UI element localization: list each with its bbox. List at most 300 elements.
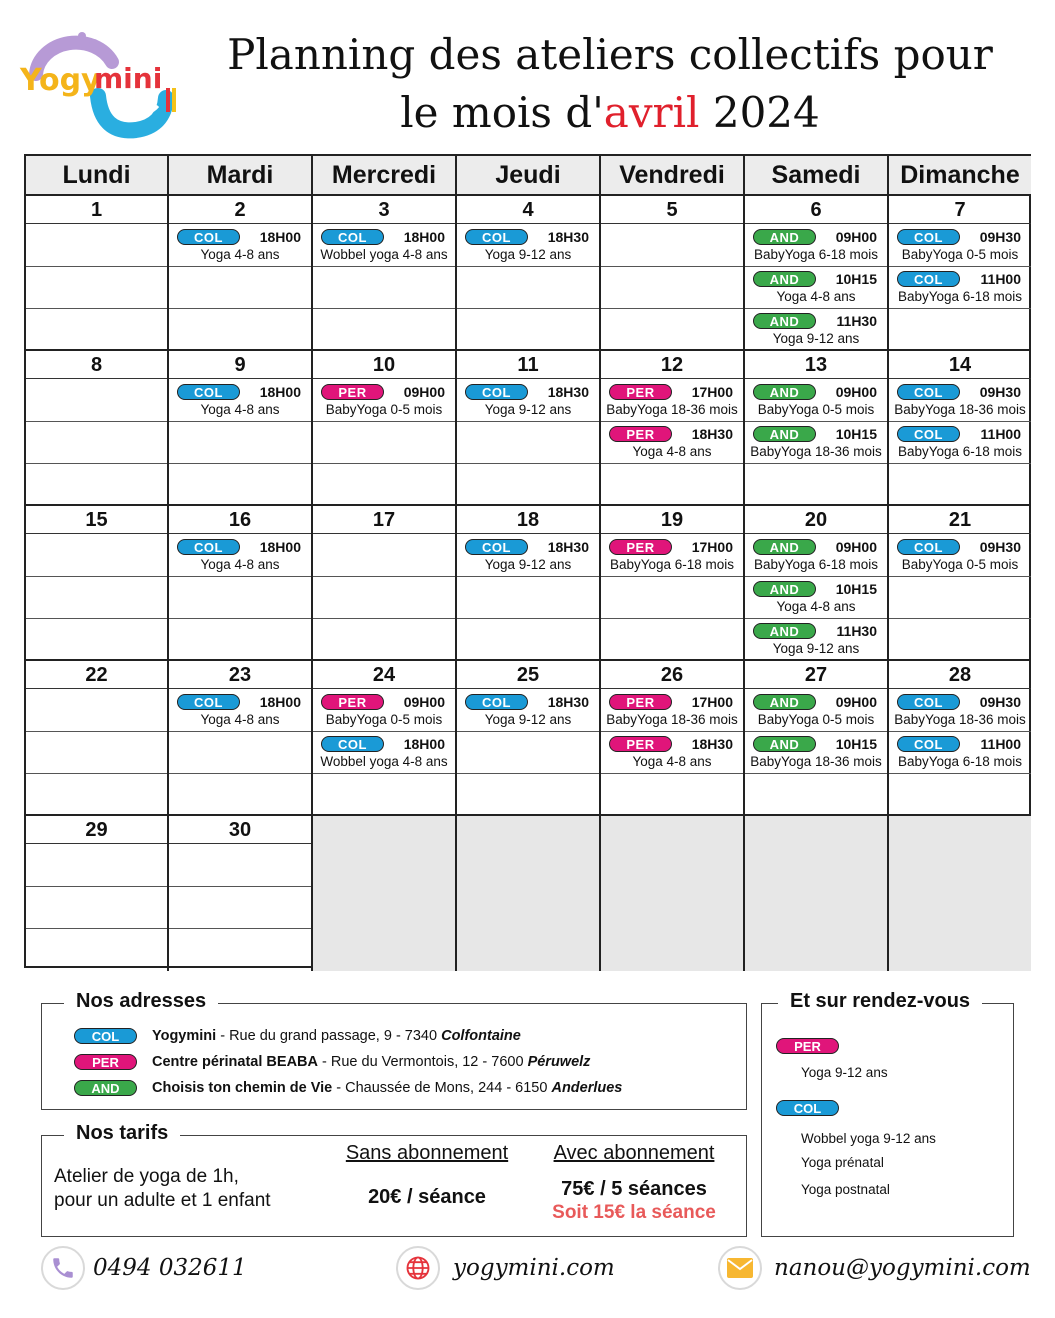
tariff-description-line-2: pour un adulte et 1 enfant (54, 1190, 271, 1211)
slot-divider (26, 576, 167, 577)
workshop-event (889, 421, 1031, 463)
event-label: BabyYoga 6-18 mois (609, 557, 735, 572)
event-label: BabyYoga 18-36 mois (750, 754, 882, 769)
slot-divider (313, 773, 455, 774)
location-badge-col: COL (897, 694, 960, 710)
appointment-box (761, 990, 1014, 1237)
event-label: Yoga 4-8 ans (776, 289, 856, 304)
day-cell-5 (601, 196, 745, 351)
svg-text:mini: mini (94, 62, 163, 95)
location-badge-and: AND (753, 623, 816, 639)
slot-divider (169, 576, 311, 577)
workshop-event (745, 618, 887, 660)
workshop-event (313, 379, 455, 421)
empty-day-cell (745, 816, 889, 971)
location-badge-and: AND (753, 581, 816, 597)
address-text (152, 1026, 521, 1046)
slot-divider (169, 421, 311, 422)
location-badge-per: PER (609, 539, 672, 555)
monthly-calendar (24, 154, 1031, 968)
workshop-event (457, 379, 599, 421)
event-label: Yoga 4-8 ans (776, 599, 856, 614)
title-prefix: le mois d' (400, 88, 604, 137)
event-time: 11H30 (836, 313, 877, 329)
event-label: Yoga 4-8 ans (200, 247, 280, 262)
event-label: BabyYoga 6-18 mois (897, 444, 1023, 459)
phone-icon (41, 1246, 85, 1290)
event-label: Yoga 9-12 ans (484, 557, 572, 572)
event-label: BabyYoga 0-5 mois (325, 402, 443, 417)
slot-divider (313, 463, 455, 464)
event-label: BabyYoga 18-36 mois (750, 444, 882, 459)
page-title (180, 26, 1040, 142)
location-badge-col: COL (465, 384, 528, 400)
tariff-subscription-note: Soit 15€ la séance (552, 1202, 716, 1223)
event-label: BabyYoga 0-5 mois (757, 402, 875, 417)
empty-day-cell (889, 816, 1031, 971)
workshop-event (745, 689, 887, 731)
phone-number[interactable]: 0494 032611 (93, 1255, 247, 1281)
slot-divider (745, 773, 887, 774)
slot-divider (601, 463, 743, 464)
event-label: Yoga 4-8 ans (632, 444, 712, 459)
tariffs-box (41, 1122, 747, 1237)
day-cell-15 (26, 506, 169, 661)
slot-divider (601, 308, 743, 309)
title-line-1: Planning des ateliers collectifs pour (227, 30, 993, 79)
day-number: 10 (313, 351, 455, 379)
location-badge-col: COL (897, 271, 960, 287)
slot-divider (169, 618, 311, 619)
location-badge-and: AND (753, 694, 816, 710)
location-badge-and: AND (74, 1080, 137, 1096)
slot-divider (889, 576, 1031, 577)
slot-divider (313, 576, 455, 577)
day-number: 20 (745, 506, 887, 534)
event-time: 09H00 (835, 539, 877, 555)
event-label: BabyYoga 6-18 mois (753, 557, 879, 572)
tariffs-title: Nos tarifs (64, 1122, 180, 1145)
day-number: 4 (457, 196, 599, 224)
event-label: BabyYoga 18-36 mois (606, 402, 738, 417)
slot-divider (26, 421, 167, 422)
day-number: 2 (169, 196, 311, 224)
slot-divider (26, 928, 167, 929)
day-header-mercredi: Mercredi (313, 156, 457, 196)
event-time: 18H30 (691, 736, 733, 752)
mail-icon (718, 1246, 762, 1290)
slot-divider (601, 576, 743, 577)
event-label: BabyYoga 0-5 mois (901, 247, 1019, 262)
event-time: 18H00 (403, 229, 445, 245)
event-time: 18H30 (691, 426, 733, 442)
location-badge-col: COL (465, 694, 528, 710)
website-link[interactable]: yogymini.com (453, 1255, 615, 1281)
day-cell-10 (313, 351, 457, 506)
event-time: 09H00 (835, 694, 877, 710)
addresses-title: Nos adresses (64, 990, 218, 1013)
slot-divider (313, 618, 455, 619)
event-time: 09H00 (835, 229, 877, 245)
slot-divider (601, 266, 743, 267)
day-cell-8 (26, 351, 169, 506)
day-number: 5 (601, 196, 743, 224)
appointment-title: Et sur rendez-vous (778, 990, 982, 1013)
event-time: 18H00 (259, 539, 301, 555)
slot-divider (26, 308, 167, 309)
slot-divider (745, 463, 887, 464)
email-link[interactable]: nanou@yogymini.com (774, 1255, 1031, 1281)
slot-divider (457, 308, 599, 309)
slot-divider (889, 308, 1031, 309)
workshop-event (745, 379, 887, 421)
day-cell-13 (745, 351, 889, 506)
location-badge-and: AND (753, 313, 816, 329)
location-badge-col: COL (177, 539, 240, 555)
location-badge-col: COL (177, 384, 240, 400)
slot-divider (26, 266, 167, 267)
slot-divider (26, 463, 167, 464)
slot-divider (457, 773, 599, 774)
day-number: 29 (26, 816, 167, 844)
slot-divider (26, 618, 167, 619)
address-text (152, 1052, 590, 1072)
appointment-item: Wobbel yoga 9-12 ans (801, 1131, 936, 1146)
day-number: 19 (601, 506, 743, 534)
day-cell-19 (601, 506, 745, 661)
day-cell-3 (313, 196, 457, 351)
day-number: 9 (169, 351, 311, 379)
event-label: Wobbel yoga 4-8 ans (320, 754, 448, 769)
day-number: 22 (26, 661, 167, 689)
workshop-event (313, 731, 455, 773)
day-number: 24 (313, 661, 455, 689)
workshop-event (601, 379, 743, 421)
location-badge-col: COL (321, 229, 384, 245)
slot-divider (457, 731, 599, 732)
day-cell-12 (601, 351, 745, 506)
appointment-item: Yoga prénatal (801, 1155, 884, 1170)
workshop-event (889, 689, 1031, 731)
event-time: 09H00 (835, 384, 877, 400)
workshop-event (313, 689, 455, 731)
location-badge-per: PER (74, 1054, 137, 1070)
day-cell-1 (26, 196, 169, 351)
event-label: Yoga 9-12 ans (772, 331, 860, 346)
event-time: 18H30 (547, 694, 589, 710)
location-badge-col: COL (177, 694, 240, 710)
day-number: 7 (889, 196, 1031, 224)
event-time: 10H15 (835, 581, 877, 597)
location-badge-per: PER (776, 1038, 839, 1054)
event-label: Yoga 9-12 ans (484, 402, 572, 417)
day-number: 12 (601, 351, 743, 379)
event-label: Yoga 4-8 ans (632, 754, 712, 769)
event-label: Yoga 4-8 ans (200, 402, 280, 417)
workshop-event (601, 421, 743, 463)
event-label: BabyYoga 0-5 mois (325, 712, 443, 727)
day-number: 30 (169, 816, 311, 844)
address-city: Anderlues (551, 1080, 623, 1096)
slot-divider (889, 773, 1031, 774)
day-cell-29 (26, 816, 169, 971)
slot-divider (169, 773, 311, 774)
event-time: 18H00 (259, 694, 301, 710)
tariff-description-line-1: Atelier de yoga de 1h, (54, 1166, 239, 1187)
address-street: - Rue du Vermontois, 12 - 7600 (317, 1054, 528, 1070)
slot-divider (457, 576, 599, 577)
slot-divider (313, 266, 455, 267)
location-badge-and: AND (753, 229, 816, 245)
appointment-item: Yoga postnatal (801, 1182, 890, 1197)
day-header-mardi: Mardi (169, 156, 313, 196)
day-number: 21 (889, 506, 1031, 534)
day-cell-17 (313, 506, 457, 661)
event-label: Yoga 4-8 ans (200, 712, 280, 727)
event-time: 09H00 (403, 694, 445, 710)
title-year: 2024 (699, 88, 820, 137)
day-cell-23 (169, 661, 313, 816)
event-time: 11H00 (980, 271, 1021, 287)
event-time: 11H00 (980, 426, 1021, 442)
slot-divider (889, 618, 1031, 619)
location-badge-per: PER (609, 694, 672, 710)
location-badge-and: AND (753, 539, 816, 555)
event-time: 10H15 (835, 271, 877, 287)
day-number: 23 (169, 661, 311, 689)
workshop-event (745, 731, 887, 773)
location-badge-col: COL (321, 736, 384, 752)
event-time: 11H30 (836, 623, 877, 639)
day-header-samedi: Samedi (745, 156, 889, 196)
workshop-event (313, 224, 455, 266)
workshop-event (169, 689, 311, 731)
event-label: BabyYoga 18-36 mois (894, 402, 1026, 417)
location-badge-and: AND (753, 384, 816, 400)
location-badge-and: AND (753, 426, 816, 442)
workshop-event (745, 421, 887, 463)
tariff-no-subscription-heading: Sans abonnement (345, 1142, 509, 1164)
location-badge-col: COL (465, 539, 528, 555)
day-cell-28 (889, 661, 1031, 816)
slot-divider (313, 308, 455, 309)
address-name: Yogymini (152, 1028, 217, 1044)
title-month: avril (603, 88, 700, 137)
day-cell-25 (457, 661, 601, 816)
event-label: BabyYoga 6-18 mois (897, 289, 1023, 304)
address-name: Centre périnatal BEABA (152, 1054, 318, 1070)
slot-divider (26, 731, 167, 732)
day-number: 25 (457, 661, 599, 689)
day-cell-11 (457, 351, 601, 506)
workshop-event (889, 224, 1031, 266)
workshop-event (889, 731, 1031, 773)
day-cell-18 (457, 506, 601, 661)
event-time: 18H30 (547, 384, 589, 400)
day-number: 17 (313, 506, 455, 534)
event-time: 17H00 (691, 384, 733, 400)
day-cell-24 (313, 661, 457, 816)
day-number: 27 (745, 661, 887, 689)
event-time: 10H15 (835, 426, 877, 442)
address-city: Péruwelz (527, 1054, 591, 1070)
day-cell-7 (889, 196, 1031, 351)
event-time: 18H30 (547, 539, 589, 555)
day-number: 15 (26, 506, 167, 534)
location-badge-per: PER (321, 384, 384, 400)
location-badge-col: COL (897, 384, 960, 400)
location-badge-col: COL (897, 229, 960, 245)
slot-divider (169, 266, 311, 267)
workshop-event (745, 576, 887, 618)
event-time: 09H30 (979, 694, 1021, 710)
location-badge-col: COL (897, 736, 960, 752)
event-time: 18H00 (259, 384, 301, 400)
event-time: 17H00 (691, 539, 733, 555)
workshop-event (169, 379, 311, 421)
slot-divider (26, 886, 167, 887)
workshop-event (169, 534, 311, 576)
day-cell-6 (745, 196, 889, 351)
location-badge-per: PER (321, 694, 384, 710)
slot-divider (889, 463, 1031, 464)
event-label: BabyYoga 0-5 mois (757, 712, 875, 727)
workshop-event (457, 534, 599, 576)
slot-divider (26, 773, 167, 774)
location-badge-col: COL (897, 539, 960, 555)
location-badge-col: COL (465, 229, 528, 245)
empty-day-cell (457, 816, 601, 971)
day-number: 28 (889, 661, 1031, 689)
workshop-event (745, 224, 887, 266)
event-time: 17H00 (691, 694, 733, 710)
workshop-event (889, 266, 1031, 308)
workshop-event (457, 689, 599, 731)
day-header-dimanche: Dimanche (889, 156, 1031, 196)
address-text (152, 1078, 622, 1098)
day-number: 8 (26, 351, 167, 379)
slot-divider (169, 308, 311, 309)
empty-day-cell (313, 816, 457, 971)
day-cell-30 (169, 816, 313, 971)
day-cell-16 (169, 506, 313, 661)
event-label: BabyYoga 18-36 mois (894, 712, 1026, 727)
day-number: 13 (745, 351, 887, 379)
event-time: 18H00 (403, 736, 445, 752)
globe-icon (396, 1246, 440, 1290)
day-number: 11 (457, 351, 599, 379)
event-label: Wobbel yoga 4-8 ans (320, 247, 448, 262)
location-badge-per: PER (609, 384, 672, 400)
location-badge-and: AND (753, 736, 816, 752)
slot-divider (169, 731, 311, 732)
empty-day-cell (601, 816, 745, 971)
workshop-event (169, 224, 311, 266)
slot-divider (457, 266, 599, 267)
address-name: Choisis ton chemin de Vie (152, 1080, 333, 1096)
workshop-event (889, 379, 1031, 421)
address-street: - Chaussée de Mons, 244 - 6150 (332, 1080, 552, 1096)
tariff-subscription-price: 75€ / 5 séances (561, 1178, 707, 1200)
day-header-lundi: Lundi (26, 156, 169, 196)
day-cell-27 (745, 661, 889, 816)
event-time: 09H30 (979, 539, 1021, 555)
event-time: 11H00 (980, 736, 1021, 752)
workshop-event (457, 224, 599, 266)
day-cell-21 (889, 506, 1031, 661)
slot-divider (601, 773, 743, 774)
slot-divider (169, 463, 311, 464)
addresses-box (41, 990, 747, 1110)
title-line-2 (180, 84, 1040, 142)
event-label: BabyYoga 6-18 mois (753, 247, 879, 262)
workshop-event (745, 266, 887, 308)
slot-divider (457, 421, 599, 422)
event-label: Yoga 9-12 ans (484, 247, 572, 262)
location-badge-col: COL (776, 1100, 839, 1116)
address-street: - Rue du grand passage, 9 - 7340 (216, 1028, 442, 1044)
day-number: 14 (889, 351, 1031, 379)
day-number: 18 (457, 506, 599, 534)
appointment-item: Yoga 9-12 ans (801, 1065, 888, 1080)
event-label: Yoga 9-12 ans (772, 641, 860, 656)
day-number: 3 (313, 196, 455, 224)
tariff-subscription-heading: Avec abonnement (553, 1142, 715, 1164)
day-cell-2 (169, 196, 313, 351)
tariff-no-subscription-price: 20€ / séance (368, 1186, 486, 1208)
event-time: 09H00 (403, 384, 445, 400)
event-label: Yoga 4-8 ans (200, 557, 280, 572)
address-city: Colfontaine (441, 1028, 521, 1044)
location-badge-col: COL (74, 1028, 137, 1044)
workshop-event (745, 534, 887, 576)
day-cell-9 (169, 351, 313, 506)
slot-divider (457, 463, 599, 464)
day-header-vendredi: Vendredi (601, 156, 745, 196)
slot-divider (601, 618, 743, 619)
event-time: 10H15 (835, 736, 877, 752)
day-cell-4 (457, 196, 601, 351)
location-badge-per: PER (609, 426, 672, 442)
day-header-jeudi: Jeudi (457, 156, 601, 196)
workshop-event (889, 534, 1031, 576)
workshop-event (601, 731, 743, 773)
event-time: 18H00 (259, 229, 301, 245)
location-badge-and: AND (753, 271, 816, 287)
day-number: 16 (169, 506, 311, 534)
location-badge-col: COL (897, 426, 960, 442)
workshop-event (601, 534, 743, 576)
yogymini-logo (18, 22, 178, 142)
event-label: Yoga 9-12 ans (484, 712, 572, 727)
day-number: 6 (745, 196, 887, 224)
event-time: 09H30 (979, 229, 1021, 245)
day-cell-14 (889, 351, 1031, 506)
event-time: 18H30 (547, 229, 589, 245)
day-cell-22 (26, 661, 169, 816)
workshop-event (745, 308, 887, 350)
slot-divider (169, 928, 311, 929)
day-number: 1 (26, 196, 167, 224)
event-label: BabyYoga 18-36 mois (606, 712, 738, 727)
day-cell-20 (745, 506, 889, 661)
location-badge-per: PER (609, 736, 672, 752)
slot-divider (313, 421, 455, 422)
location-badge-col: COL (177, 229, 240, 245)
svg-text:Yogy: Yogy (20, 63, 101, 98)
slot-divider (169, 886, 311, 887)
event-label: BabyYoga 0-5 mois (901, 557, 1019, 572)
